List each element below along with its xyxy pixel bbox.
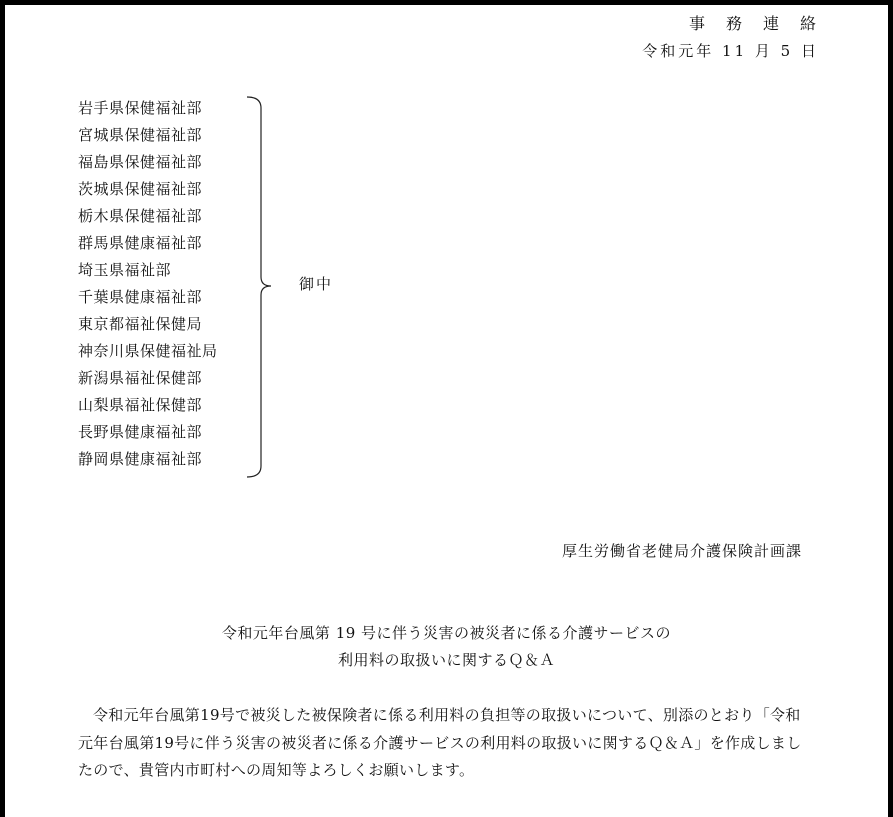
recipient-item: 東京都福祉保健局: [78, 315, 203, 333]
recipient-item: 千葉県健康福祉部: [78, 288, 203, 306]
document-date: 令和元年 11 月 5 日: [642, 42, 819, 60]
recipient-list: [78, 95, 218, 473]
body-text: [78, 702, 814, 785]
document-title: [0, 620, 893, 674]
recipient-item: 茨城県保健福祉部: [78, 180, 203, 198]
body-paragraph: 令和元年台風第19号で被災した被保険者に係る利用料の負担等の取扱いについて、別添のとおり「令和元年台風第19号に伴う災害の被災者に係る介護サービスの利用料の取扱いに関するＱ＆Ａ」を作成しましたので、貴管内市町村への周知等よろしくお願いします。: [78, 706, 802, 779]
recipient-item: 岩手県保健福祉部: [78, 99, 203, 117]
recipient-item: 福島県保健福祉部: [78, 153, 203, 171]
recipient-item: 新潟県福祉保健部: [78, 369, 203, 387]
title-line-2: 利用料の取扱いに関するＱ＆Ａ: [337, 651, 555, 669]
recipient-item: 静岡県健康福祉部: [78, 450, 203, 468]
recipient-item: 栃木県保健福祉部: [78, 207, 203, 225]
sender-name: 厚生労働省老健局介護保険計画課: [561, 542, 802, 560]
document-type: 事務連絡: [688, 14, 837, 33]
title-line-1: 令和元年台風第 19 号に伴う災害の被災者に係る介護サービスの: [221, 624, 672, 642]
recipient-item: 神奈川県保健福祉局: [78, 342, 218, 360]
recipient-item: 山梨県福祉保健部: [78, 396, 203, 414]
salutation: 御中: [299, 275, 334, 293]
recipient-brace: [245, 96, 275, 480]
recipient-item: 宮城県保健福祉部: [78, 126, 203, 144]
recipient-item: 埼玉県福祉部: [78, 261, 172, 279]
recipient-item: 長野県健康福祉部: [78, 423, 203, 441]
recipient-item: 群馬県健康福祉部: [78, 234, 203, 252]
document-header: [642, 14, 837, 60]
